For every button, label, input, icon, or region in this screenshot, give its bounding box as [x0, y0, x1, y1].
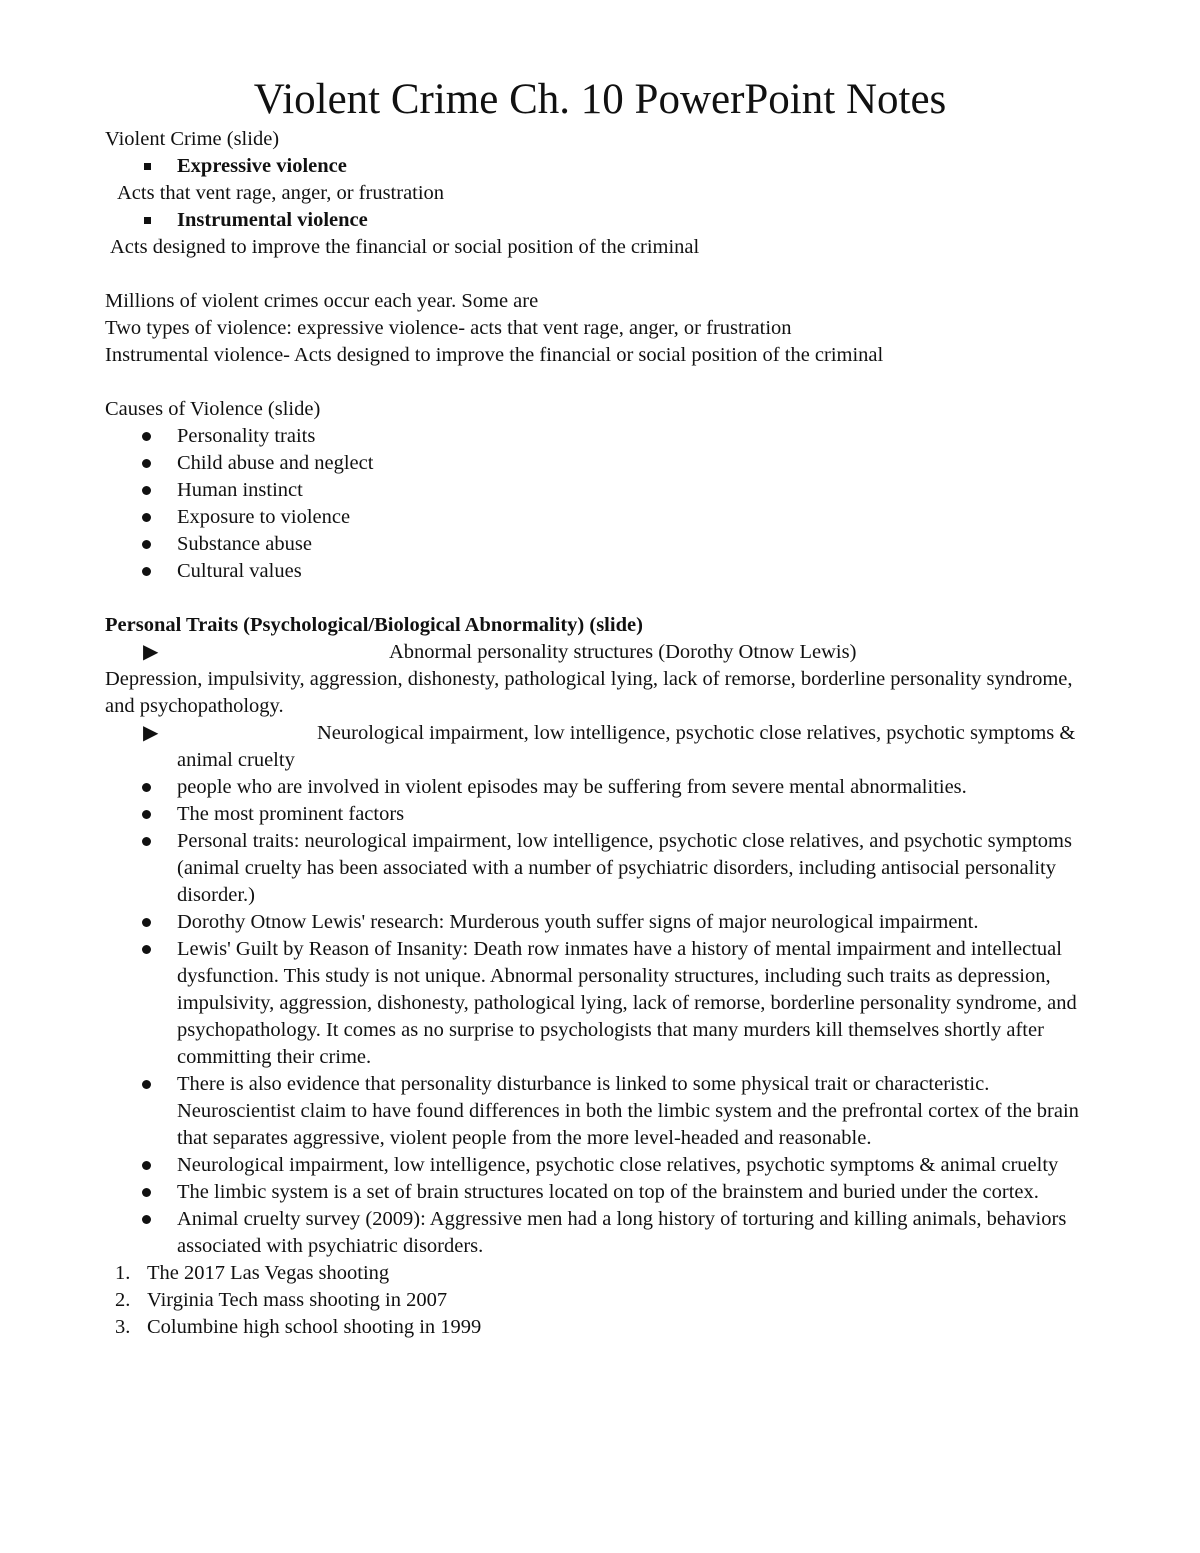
list-number: 3.	[115, 1316, 131, 1338]
arrow-item-text: Neurological impairment, low intelligence, psychotic close relatives, psychotic symptoms & animal cruelty	[177, 722, 1076, 771]
paragraph-line-2: Two types of violence: expressive violence- acts that vent rage, anger, or frustration	[105, 317, 792, 339]
list-item: Cultural values	[105, 558, 1095, 585]
numbered-list-item	[105, 1260, 1095, 1287]
section-heading-personal-traits: Personal Traits (Psychological/Biological Abnormality) (slide)	[105, 614, 643, 636]
numbered-item-text: Virginia Tech mass shooting in 2007	[147, 1289, 448, 1311]
list-item: people who are involved in violent episodes may be suffering from severe mental abnormalities.	[105, 774, 1095, 801]
list-item: Personality traits	[105, 423, 1095, 450]
list-item: Neurological impairment, low intelligence, psychotic close relatives, psychotic symptoms & animal cruelty	[105, 1152, 1095, 1179]
arrow-item-neurological	[105, 720, 1095, 774]
list-item: Substance abuse	[105, 531, 1095, 558]
list-item: Lewis' Guilt by Reason of Insanity: Death row inmates have a history of mental impairment and intellectual dysfunction. This study is not unique. Abnormal personality structures, including such traits as depression, impulsivity, aggression, dishonesty, pathological lying, lack of remorse, borderline personality syndrome, and psychopathology. It comes as no surprise to psychologists that many murders kill themselves shortly after committing their crime.	[105, 936, 1095, 1071]
list-item: There is also evidence that personality disturbance is linked to some physical trait or characteristic. Neuroscientist claim to have found differences in both the limbic system and the prefrontal cortex of the brain that separates aggressive, violent people from the more level-headed and reasonable.	[105, 1071, 1095, 1152]
personal-traits-list	[105, 774, 1095, 1260]
numbered-list-item	[105, 1314, 1095, 1341]
list-item-expressive: Expressive violence	[105, 153, 1095, 180]
list-item: Human instinct	[105, 477, 1095, 504]
list-item-instrumental: Instrumental violence	[105, 207, 1095, 234]
list-number: 1.	[115, 1262, 131, 1284]
list-item: Dorothy Otnow Lewis' research: Murderous youth suffer signs of major neurological impairment.	[105, 909, 1095, 936]
arrow-item-text: Abnormal personality structures (Dorothy Otnow Lewis)	[389, 641, 857, 663]
numbered-item-text: The 2017 Las Vegas shooting	[147, 1262, 390, 1284]
list-item: The most prominent factors	[105, 801, 1095, 828]
list-item: The limbic system is a set of brain structures located on top of the brainstem and buried under the cortex.	[105, 1179, 1095, 1206]
expressive-description: Acts that vent rage, anger, or frustration	[117, 182, 445, 204]
paragraph-line-3: Instrumental violence- Acts designed to improve the financial or social position of the criminal	[105, 344, 884, 366]
arrow-right-icon: ▶	[143, 641, 159, 663]
section-heading-violent-crime: Violent Crime (slide)	[105, 128, 280, 150]
list-item: Exposure to violence	[105, 504, 1095, 531]
list-item: Animal cruelty survey (2009): Aggressive men had a long history of torturing and killing animals, behaviors associated with psychiatric disorders.	[105, 1206, 1095, 1260]
list-item: Child abuse and neglect	[105, 450, 1095, 477]
section-heading-causes: Causes of Violence (slide)	[105, 398, 321, 420]
shootings-numbered-list	[105, 1260, 1095, 1341]
document-body	[105, 126, 1095, 1341]
violence-types-list	[105, 153, 1095, 261]
numbered-item-text: Columbine high school shooting in 1999	[147, 1316, 482, 1338]
instrumental-description: Acts designed to improve the financial or social position of the criminal	[110, 236, 700, 258]
arrow-item-abnormal	[105, 639, 1095, 666]
document-title: Violent Crime Ch. 10 PowerPoint Notes	[253, 76, 947, 123]
list-item: Personal traits: neurological impairment, low intelligence, psychotic close relatives, and psychotic symptoms (animal cruelty has been associated with a number of psychiatric disorders, including antisocial personality disorder.)	[105, 828, 1095, 909]
arrow-right-icon: ▶	[143, 722, 159, 744]
causes-list	[105, 423, 1095, 585]
numbered-list-item	[105, 1287, 1095, 1314]
paragraph-line-1: Millions of violent crimes occur each year. Some are	[105, 290, 539, 312]
list-number: 2.	[115, 1289, 131, 1311]
traits-paragraph: Depression, impulsivity, aggression, dishonesty, pathological lying, lack of remorse, borderline personality syndrome, and psychopathology.	[105, 668, 1073, 717]
